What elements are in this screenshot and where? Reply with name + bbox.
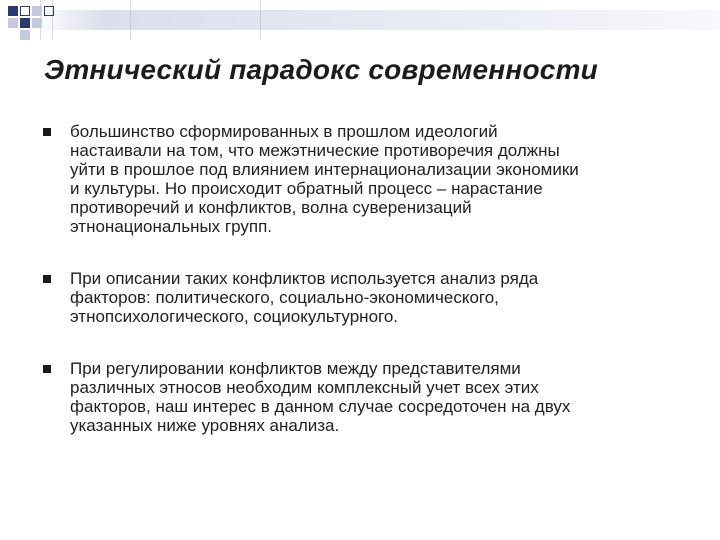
bullet-line: большинство сформированных в прошлом идеологий	[70, 122, 498, 141]
bullet-line: При регулировании конфликтов между представителями	[70, 359, 521, 378]
bullet-line: При описании таких конфликтов используется анализ ряда	[70, 269, 539, 288]
header-band	[36, 10, 720, 30]
bullet-line: уйти в прошлое под влиянием интернационализации экономики	[70, 160, 579, 179]
bullet-line: этнонациональных групп.	[70, 217, 273, 236]
bullet-item	[40, 122, 692, 236]
bullet-line: различных этносов необходим комплексный учет всех этих	[70, 378, 539, 397]
bullet-item	[40, 359, 692, 435]
bullet-list	[40, 122, 692, 468]
decor-line	[130, 0, 131, 40]
square-bullet-icon	[43, 128, 51, 136]
bullet-line: указанных ниже уровнях анализа.	[70, 416, 340, 435]
bullet-item	[40, 269, 692, 326]
bullet-line: и культуры. Но происходит обратный процесс – нарастание	[70, 179, 543, 198]
bullet-line: настаивали на том, что межэтнические противоречия должны	[70, 141, 560, 160]
bullet-line: факторов: политического, социально-экономического,	[70, 288, 499, 307]
slide-title: Этнический парадокс современности	[44, 54, 598, 85]
bullet-line: этнопсихологического, социокультурного.	[70, 307, 399, 326]
bullet-line: факторов, наш интерес в данном случае сосредоточен на двух	[70, 397, 571, 416]
bullet-line: противоречий и конфликтов, волна суверенизаций	[70, 198, 472, 217]
square-bullet-icon	[43, 365, 51, 373]
decor-line	[260, 0, 261, 40]
square-bullet-icon	[43, 275, 51, 283]
